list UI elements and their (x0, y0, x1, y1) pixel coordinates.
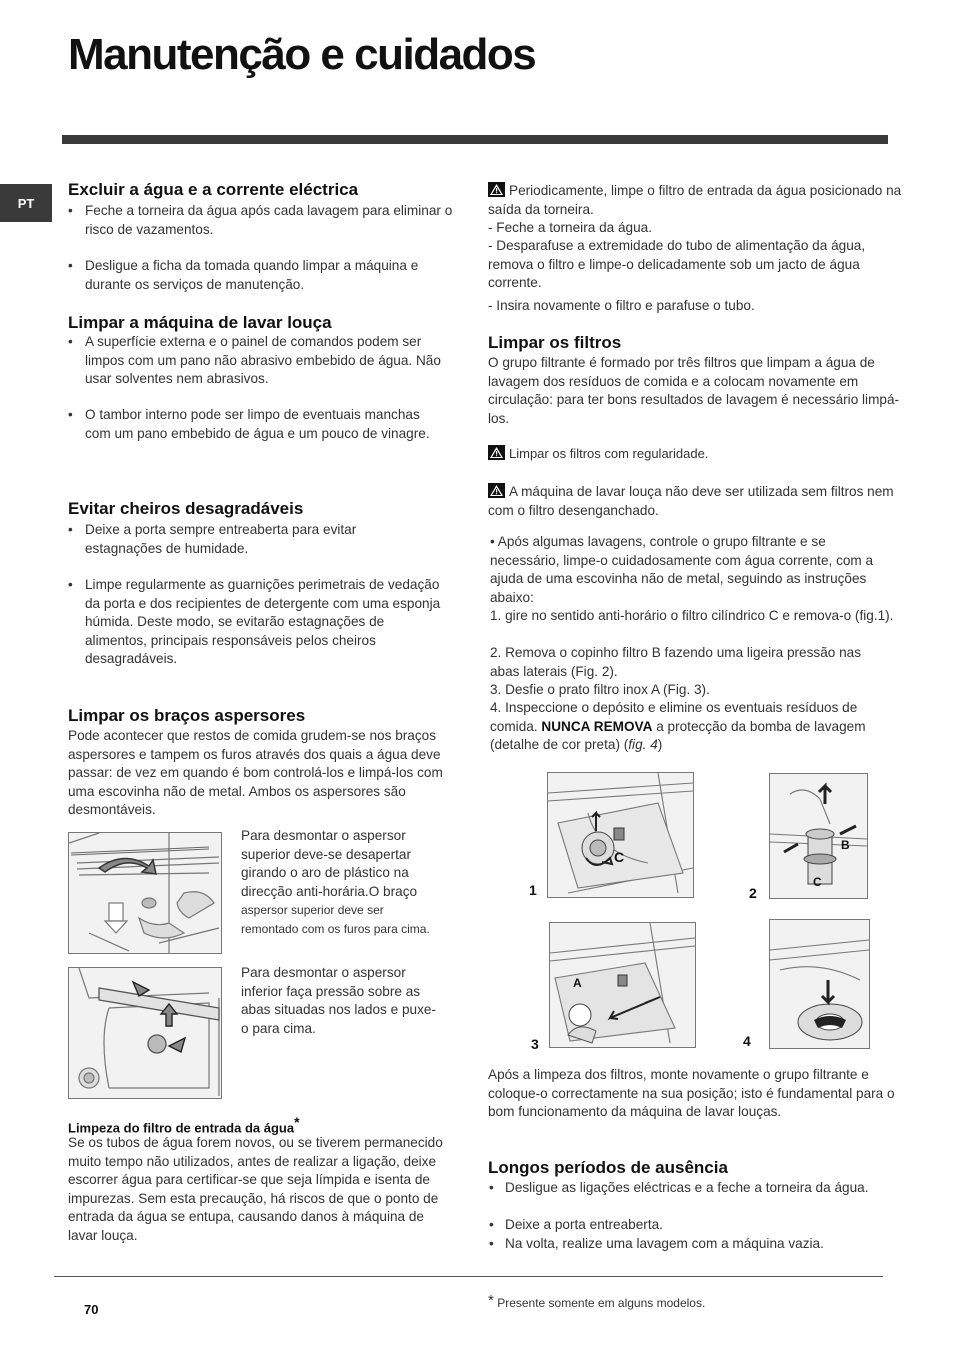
upper-spray-arm-text-b: aspersor superior deve ser remontado com os furos para cima. (241, 903, 430, 936)
lower-spray-arm-illustration (68, 967, 222, 1099)
figure-label-a: A (573, 976, 582, 990)
section-heading-inlet-filter (68, 1114, 300, 1135)
filters-step-4-fig-ref: fig. 4 (628, 737, 658, 753)
list-item: • Na volta, realize uma lavagem com a máquina vazia. (488, 1235, 890, 1254)
section-heading-absence: Longos períodos de ausência (488, 1158, 728, 1177)
filters-step-4-text-a: 4. Inspeccione o depósito e elimine os eventuais resíduos de comida. (490, 700, 858, 734)
inlet-filter-paragraph: Se os tubos de água forem novos, ou se tiverem permanecido muito tempo não utilizados, antes de realizar a ligação, deixe escorrer água para certificar-se que seja límpida e isenta de impurezas. Sem esta precaução, há riscos de que o ponto de entrada da água se entupa, causando danos à máquina de lavar louça. (68, 1135, 443, 1243)
footnote (488, 1292, 705, 1310)
list-item: • Desligue as ligações eléctricas e a feche a torneira da água. (488, 1179, 890, 1198)
filters-instructions-intro-text: Após algumas lavagens, controle o grupo filtrante e se necessário, limpe-o cuidadosamente com água corrente, com a ajuda de uma escovinha não de metal, seguindo as instruções abaixo: (490, 534, 874, 605)
warning-triangle-icon (488, 445, 505, 460)
filters-warning-2 (488, 483, 908, 520)
inlet-warning-text: Periodicamente, limpe o filtro de entrada da água posicionado na saída da torneira. (488, 183, 902, 217)
filters-step-4-text-c: ) (657, 737, 663, 753)
figure-number-4: 4 (743, 1033, 751, 1049)
filter-figure-1 (547, 772, 694, 898)
page-title: Manutenção e cuidados (68, 30, 536, 79)
filters-warning-1-text: Limpar os filtros com regularidade. (509, 446, 709, 461)
inlet-filter-heading-text: Limpeza do filtro de entrada da água (68, 1120, 295, 1136)
list-item: • O tambor interno pode ser limpo de eventuais manchas com um pano embebido de água e um pouco de vinagre. (68, 406, 445, 443)
figure-number-1: 1 (529, 882, 537, 898)
page-number: 70 (84, 1302, 99, 1317)
filters-warning-1 (488, 445, 908, 464)
section-heading-spray-arms: Limpar os braços aspersores (68, 706, 306, 725)
inlet-step-2: - Desparafuse a extremidade do tubo de alimentação da água, remova o filtro e limpe-o delicadamente sob um jacto de água corrente. (488, 238, 866, 291)
figure-label-c: C (813, 875, 822, 889)
list-item: • Deixe a porta sempre entreaberta para evitar estagnações de humidade. (68, 521, 425, 558)
filters-after-paragraph: Após a limpeza dos filtros, monte novamente o grupo filtrante e coloque-o correctamente na sua posição; isto é fundamental para o bom funcionamento da máquina de lavar louças. (488, 1067, 895, 1120)
filters-step-4-text-b: a protecção da bomba de lavagem (detalhe de cor preta) ( (490, 718, 866, 753)
list-item: • Deixe a porta entreaberta. (488, 1216, 890, 1235)
filters-instructions-intro: • Após algumas lavagens, controle o grupo filtrante e se necessário, limpe-o cuidadosamente com água corrente, com a ajuda de uma escovinha não de metal, seguindo as instruções abaixo: (490, 534, 874, 605)
figure-number-2: 2 (749, 885, 757, 901)
header-rule (62, 135, 888, 144)
footnote-text: Presente somente em alguns modelos. (497, 1296, 706, 1310)
warning-triangle-icon (488, 182, 505, 197)
list-item: • Desligue a ficha da tomada quando limpar a máquina e durante os serviços de manutenção. (68, 257, 463, 294)
warning-triangle-icon (488, 483, 505, 498)
upper-spray-arm-text-a: Para desmontar o aspersor superior deve-se desapertar girando o aro de plástico na direcção anti-horária.O braço (241, 828, 418, 899)
upper-spray-arm-text (241, 827, 441, 939)
footnote-mark: * (488, 1292, 494, 1309)
figure-label-b: B (841, 838, 850, 852)
inlet-step-1: - Feche a torneira da água. (488, 220, 652, 235)
filters-step-4 (490, 699, 890, 755)
figure-number-3: 3 (531, 1036, 539, 1052)
figure-label-c: C (614, 849, 625, 865)
filters-paragraph: O grupo filtrante é formado por três filtros que limpam a água de lavagem dos resíduos de comida e a colocam novamente em circulação: para ter bons resultados de lavagem é necessário limpá-los. (488, 355, 900, 426)
filter-figure-3 (549, 922, 696, 1048)
language-tab: PT (0, 184, 52, 222)
inlet-step-3: - Insira novamente o filtro e parafuse o tubo. (488, 298, 755, 313)
filters-warning-2-text: A máquina de lavar louça não deve ser utilizada sem filtros nem com o filtro desenganchado. (488, 484, 894, 518)
filters-step-1: 1. gire no sentido anti-horário o filtro cilíndrico C e remova-o (fig.1). (490, 608, 894, 623)
footnote-mark: * (294, 1114, 300, 1130)
filter-figure-4 (769, 919, 870, 1049)
section-heading-water-power: Excluir a água e a corrente eléctrica (68, 180, 359, 199)
filter-figure-2 (769, 773, 868, 899)
list-item: • A superfície externa e o painel de comandos podem ser limpos com um pano não abrasivo embebido de água. Não usar solventes nem abrasivos. (68, 333, 457, 389)
upper-spray-arm-illustration (68, 832, 222, 954)
lower-spray-arm-text: Para desmontar o aspersor inferior faça pressão sobre as abas situadas nos lados e puxe-o para cima. (241, 965, 436, 1036)
spray-arms-paragraph: Pode acontecer que restos de comida grudem-se nos braços aspersores e tampem os furos através dos quais a água deve passar: de vez em quando é bom controlá-los e limpá-los com uma escovinha não de metal. Ambos os aspersores são desmontáveis. (68, 728, 443, 818)
filters-step-4-warning: NUNCA REMOVA (541, 718, 653, 734)
section-heading-clean-machine: Limpar a máquina de lavar louça (68, 313, 332, 332)
section-heading-filters: Limpar os filtros (488, 333, 622, 352)
filters-step-3: 3. Desfie o prato filtro inox A (Fig. 3). (490, 682, 710, 697)
inlet-warning-paragraph (488, 182, 908, 219)
section-heading-odours: Evitar cheiros desagradáveis (68, 499, 304, 518)
list-item: • Limpe regularmente as guarnições perimetrais de vedação da porta e dos recipientes de detergente com uma esponja húmida. Deste modo, se evitarão estagnações de alimentos, principais responsáveis pelos cheiros desagradáveis. (68, 576, 445, 669)
list-item: • Feche a torneira da água após cada lavagem para eliminar o risco de vazamentos. (68, 202, 455, 239)
filters-step-2: 2. Remova o copinho filtro B fazendo uma ligeira pressão nas abas laterais (Fig. 2). (490, 645, 862, 679)
footer-rule (54, 1276, 883, 1277)
